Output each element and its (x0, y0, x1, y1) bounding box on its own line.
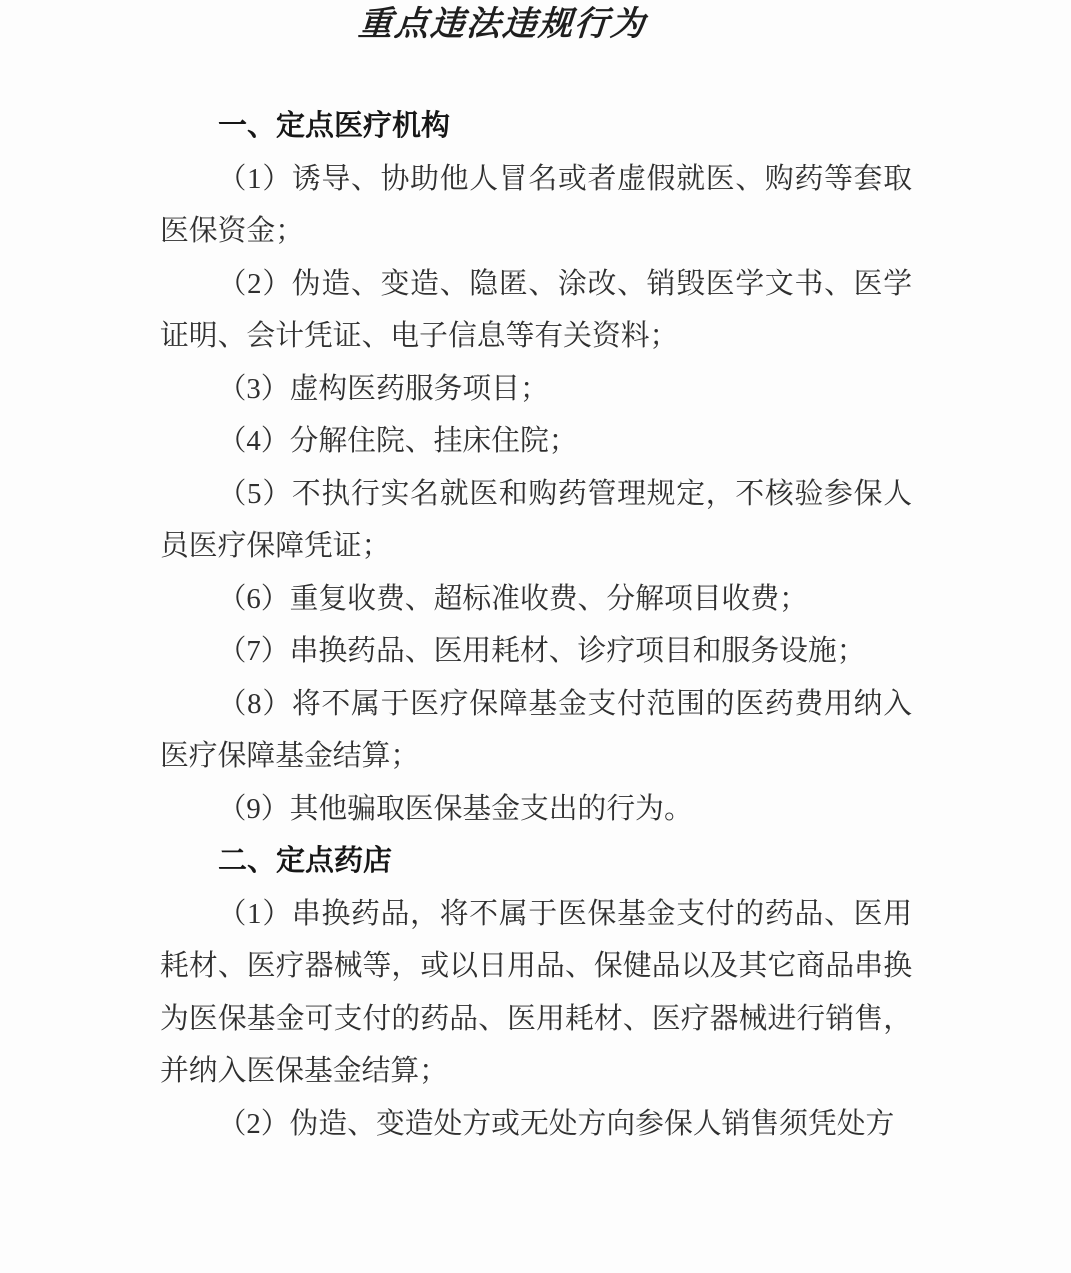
document-body (160, 100, 912, 1150)
list-item: （8）将不属于医疗保障基金支付范围的医药费用纳入医疗保障基金结算； (160, 687, 912, 772)
list-item: （7）串换药品、医用耗材、诊疗项目和服务设施； (217, 635, 866, 667)
list-item: （9）其他骗取医保基金支出的行为。 (217, 792, 693, 825)
list-item: （6）重复收费、超标准收费、分解项目收费； (217, 582, 808, 615)
section-heading: 二、定点药店 (218, 845, 393, 877)
list-item: （1）串换药品，将不属于医保基金支付的药品、医用耗材、医疗器械等，或以日用品、保健品以及其它商品串换为医保基金可支付的药品、医用耗材、医疗器械进行销售，并纳入医保基金结算； (160, 897, 912, 1087)
list-item: （3）虚构医药服务项目； (217, 372, 549, 405)
document-title: 重点违法违规行为 (357, 6, 648, 43)
list-item: （4）分解住院、挂床住院； (217, 425, 578, 457)
list-item: （1）诱导、协助他人冒名或者虚假就医、购药等套取医保资金； (160, 162, 912, 247)
section-heading: 一、定点医疗机构 (218, 110, 451, 142)
list-item: （5）不执行实名就医和购药管理规定，不核验参保人员医疗保障凭证； (160, 477, 912, 562)
list-item: （2）伪造、变造处方或无处方向参保人销售须凭处方 (217, 1107, 895, 1140)
list-item: （2）伪造、变造、隐匿、涂改、销毁医学文书、医学证明、会计凭证、电子信息等有关资料； (160, 267, 912, 352)
